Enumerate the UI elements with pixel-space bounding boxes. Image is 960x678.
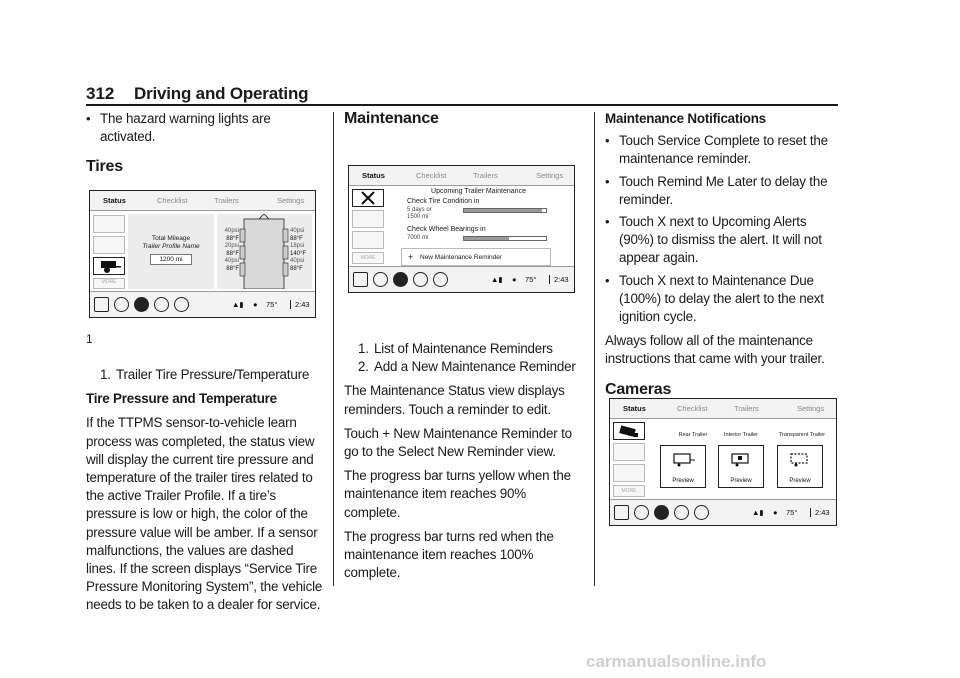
tire-temp: 88°F bbox=[290, 235, 303, 242]
location-pin-icon: ● bbox=[512, 275, 517, 284]
tab-trailers[interactable]: Trailers bbox=[214, 196, 239, 205]
navigation-icon[interactable] bbox=[393, 272, 408, 287]
clock-readout: 2:43 bbox=[549, 275, 569, 284]
preview-label: Preview bbox=[672, 478, 694, 484]
temperature-readout: 75° bbox=[786, 508, 798, 517]
phone-icon[interactable] bbox=[373, 272, 388, 287]
status-bottom-bar bbox=[610, 499, 836, 525]
side-tab-maintenance[interactable] bbox=[352, 189, 384, 207]
screen-tab-bar bbox=[610, 399, 836, 419]
home-icon[interactable] bbox=[94, 297, 109, 312]
heading-tires: Tires bbox=[86, 158, 123, 176]
column-2-lower bbox=[344, 340, 580, 582]
side-tab-camera-icon[interactable] bbox=[352, 231, 384, 249]
tires-callout bbox=[86, 330, 324, 348]
side-tab-more[interactable]: MORE bbox=[613, 485, 645, 497]
paragraph: Touch + New Maintenance Reminder to go to the Select New Reminder view. bbox=[344, 425, 572, 460]
tab-checklist[interactable]: Checklist bbox=[157, 196, 188, 205]
audio-icon[interactable] bbox=[413, 272, 428, 287]
home-icon[interactable] bbox=[353, 272, 368, 287]
paragraph: The Maintenance Status view displays reminders. Touch a reminder to edit. bbox=[344, 383, 565, 417]
list-item bbox=[344, 340, 580, 358]
mileage-value: 1200 mi bbox=[150, 254, 192, 265]
apps-icon[interactable] bbox=[174, 297, 189, 312]
location-pin-icon: ● bbox=[773, 508, 778, 517]
transparent-trailer-preview-button[interactable] bbox=[777, 445, 823, 488]
caption-text: Trailer Tire Pressure/Temperature bbox=[116, 367, 310, 382]
paragraph-ttpms: If the TTPMS sensor-to-vehicle learn process was completed, the status view will display the current tire pressure and temperature of the trailer tires related to the active Trailer Profile. If a tire’s pressure is low or high, the color of the pressure value will be amber. If a sensor malfunctions, the values are dashed lines. If the screen displays “Service Tire Pressure Monitoring System”, the vehicle needs to be taken to a dealer for service. bbox=[86, 415, 323, 613]
status-bottom-bar bbox=[349, 266, 574, 292]
page-number: 312 bbox=[86, 84, 115, 103]
list-number: 1. bbox=[358, 341, 369, 356]
heading-maintenance: Maintenance bbox=[344, 110, 439, 127]
left-tire-readouts bbox=[219, 228, 239, 274]
new-reminder-label: New Maintenance Reminder bbox=[420, 254, 503, 261]
section-title: Driving and Operating bbox=[134, 84, 309, 103]
interior-trailer-preview-button[interactable] bbox=[718, 445, 764, 488]
progress-fill bbox=[464, 209, 542, 212]
maintenance-status-screen bbox=[348, 165, 575, 293]
column-divider bbox=[594, 112, 595, 586]
temperature-readout: 75° bbox=[525, 275, 537, 284]
new-maintenance-reminder-button[interactable] bbox=[401, 248, 551, 266]
watermark: carmanualsonline.info bbox=[586, 652, 767, 671]
temperature-readout: 75° bbox=[266, 300, 278, 309]
total-mileage-label: Total Mileage bbox=[151, 235, 191, 242]
side-tab-camera[interactable] bbox=[613, 422, 645, 440]
column-3 bbox=[605, 110, 841, 399]
bullet-item: • Touch Remind Me Later to delay the reminder. bbox=[605, 173, 841, 209]
side-tab-more[interactable]: MORE bbox=[352, 252, 384, 264]
audio-icon[interactable] bbox=[154, 297, 169, 312]
progress-fill bbox=[464, 237, 509, 240]
maintenance-item-due: 7000 mi bbox=[407, 235, 429, 241]
tab-trailers[interactable]: Trailers bbox=[734, 404, 759, 413]
paragraph: Always follow all of the maintenance instructions that came with your trailer. bbox=[605, 333, 825, 367]
maintenance-item-name[interactable]: Check Wheel Bearings in bbox=[407, 226, 486, 233]
tab-settings[interactable]: Settings bbox=[797, 404, 825, 413]
maintenance-item-name[interactable]: Check Tire Condition in bbox=[407, 198, 480, 205]
tab-settings[interactable]: Settings bbox=[277, 196, 305, 205]
side-tab-trailer-icon[interactable] bbox=[93, 215, 125, 233]
wrench-screwdriver-icon bbox=[353, 190, 383, 206]
signal-icon: ▲▮ bbox=[232, 300, 244, 309]
right-tire-readouts bbox=[290, 228, 310, 274]
tab-status[interactable]: Status bbox=[103, 196, 126, 205]
cameras-status-screen bbox=[609, 398, 837, 526]
bullet-item: • Touch X next to Upcoming Alerts (90%) to dismiss the alert. It will not appear again. bbox=[605, 213, 841, 268]
column-2 bbox=[344, 110, 580, 128]
tire-panel bbox=[217, 214, 312, 289]
tires-status-screen bbox=[89, 190, 316, 318]
bullet-item: • Touch Service Complete to reset the maintenance reminder. bbox=[605, 132, 841, 168]
list-text: List of Maintenance Reminders bbox=[374, 341, 553, 356]
interior-camera-icon bbox=[719, 446, 763, 474]
column-1-lower bbox=[86, 366, 324, 615]
preview-label: Preview bbox=[730, 478, 752, 484]
progress-bar bbox=[463, 208, 547, 213]
home-icon[interactable] bbox=[614, 505, 629, 520]
clock-readout: 2:43 bbox=[290, 300, 310, 309]
tire-temp: 88°F bbox=[226, 265, 239, 272]
list-text: Add a New Maintenance Reminder bbox=[374, 359, 576, 375]
tire-temp: 88°F bbox=[226, 250, 239, 257]
bullet-item: • Touch X next to Maintenance Due (100%) to delay the alert to the next ignition cycle. bbox=[605, 272, 841, 327]
tab-trailers[interactable]: Trailers bbox=[473, 171, 498, 180]
caption-number: 1. bbox=[100, 367, 111, 382]
side-tab-trailer-icon[interactable] bbox=[613, 464, 645, 482]
maintenance-title: Upcoming Trailer Maintenance bbox=[431, 188, 526, 195]
phone-icon[interactable] bbox=[634, 505, 649, 520]
heading-cameras: Cameras bbox=[605, 380, 672, 398]
tire-psi: 18psi bbox=[290, 243, 305, 250]
tab-settings[interactable]: Settings bbox=[536, 171, 564, 180]
bullet-item: • The hazard warning lights are activated. bbox=[86, 110, 324, 146]
paragraph: The progress bar turns red when the maintenance item reaches 100% complete. bbox=[344, 528, 554, 581]
subheading-maintenance-notifications: Maintenance Notifications bbox=[605, 111, 766, 126]
paragraph: The progress bar turns yellow when the maintenance item reaches 90% complete. bbox=[344, 468, 571, 520]
tab-status[interactable]: Status bbox=[623, 404, 646, 413]
tire-temp: 88°F bbox=[226, 235, 239, 242]
maintenance-item-due: 5 days or bbox=[407, 207, 432, 213]
callout-number: 1 bbox=[86, 332, 93, 346]
preview-label: Preview bbox=[789, 478, 811, 484]
side-tab-trailer-icon[interactable] bbox=[352, 210, 384, 228]
maintenance-item-due: 1500 mi bbox=[407, 214, 429, 220]
location-pin-icon: ● bbox=[253, 300, 258, 309]
tab-checklist[interactable]: Checklist bbox=[677, 404, 708, 413]
signal-icon: ▲▮ bbox=[491, 275, 503, 284]
camera-label-interior: Interior Trailer bbox=[724, 432, 758, 438]
column-1 bbox=[86, 110, 324, 177]
progress-bar bbox=[463, 236, 547, 241]
rear-camera-icon bbox=[661, 446, 705, 474]
screen-tab-bar bbox=[90, 191, 315, 211]
camera-label-rear: Rear Trailer bbox=[678, 432, 708, 438]
camera-icon bbox=[614, 423, 644, 439]
side-tab-tire-icon[interactable] bbox=[93, 257, 125, 275]
mileage-panel bbox=[128, 214, 214, 289]
signal-icon: ▲▮ bbox=[752, 508, 764, 517]
tire-psi: 20psi bbox=[224, 243, 239, 250]
audio-icon[interactable] bbox=[674, 505, 689, 520]
maintenance-list bbox=[387, 187, 570, 267]
camera-label-transparent: Transparent Trailer bbox=[778, 432, 826, 438]
tab-checklist[interactable]: Checklist bbox=[416, 171, 447, 180]
tire-temp: 88°F bbox=[290, 265, 303, 272]
phone-icon[interactable] bbox=[114, 297, 129, 312]
caption-item bbox=[86, 366, 324, 384]
header-rule bbox=[86, 104, 838, 106]
tire-psi: 40psi bbox=[290, 228, 305, 234]
plus-icon: + bbox=[408, 252, 414, 262]
tab-status[interactable]: Status bbox=[362, 171, 385, 180]
side-tab-camera-icon[interactable] bbox=[93, 236, 125, 254]
tire-psi: 40psi bbox=[224, 228, 239, 234]
tire-temp: 140°F bbox=[290, 250, 307, 257]
apps-icon[interactable] bbox=[694, 505, 709, 520]
column-divider bbox=[333, 112, 334, 586]
side-tab-more[interactable]: MORE bbox=[93, 278, 125, 289]
navigation-icon[interactable] bbox=[134, 297, 149, 312]
apps-icon[interactable] bbox=[433, 272, 448, 287]
side-tab-maintenance-icon[interactable] bbox=[613, 443, 645, 461]
screen-tab-bar bbox=[349, 166, 574, 186]
status-bottom-bar bbox=[90, 291, 315, 317]
navigation-icon[interactable] bbox=[654, 505, 669, 520]
transparent-camera-icon bbox=[778, 446, 822, 474]
trailer-profile-name: Trailer Profile Name bbox=[142, 243, 200, 250]
tire-psi: 40psi bbox=[290, 258, 305, 265]
tire-psi: 40psi bbox=[224, 258, 239, 265]
list-number: 2. bbox=[358, 359, 369, 375]
clock-readout: 2:43 bbox=[810, 508, 830, 517]
subheading-tire-pressure: Tire Pressure and Temperature bbox=[86, 391, 277, 407]
rear-trailer-preview-button[interactable] bbox=[660, 445, 706, 488]
list-item bbox=[344, 358, 580, 376]
trailer-tire-icon bbox=[94, 258, 124, 274]
